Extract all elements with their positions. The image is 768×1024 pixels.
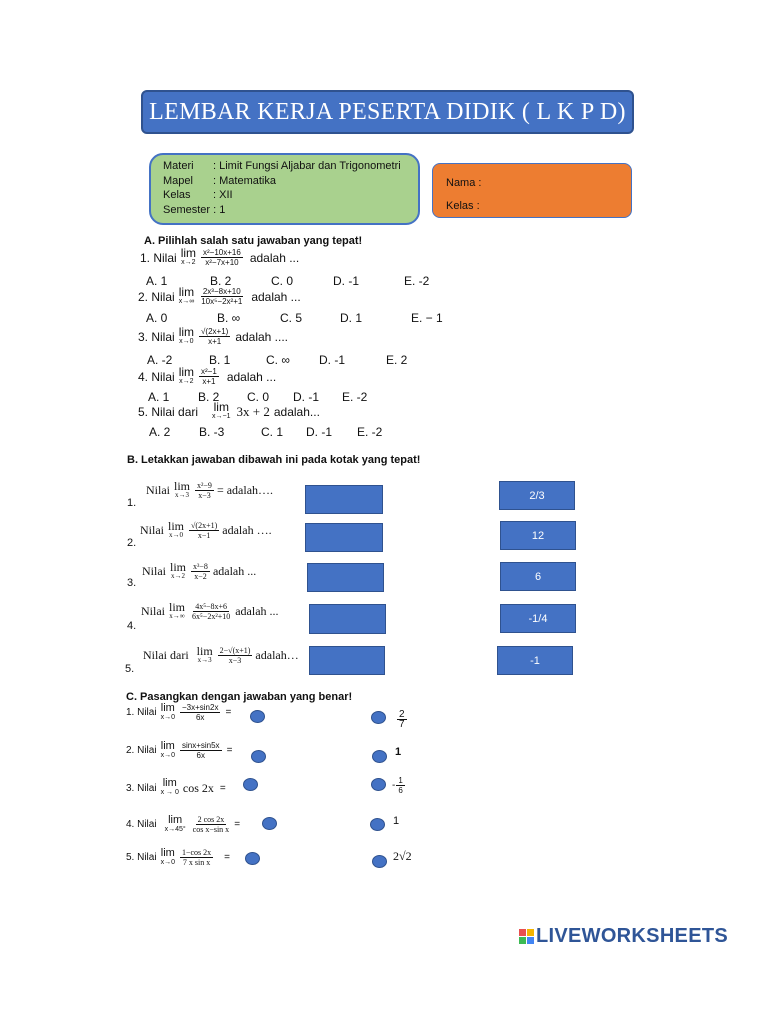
lim-text: lim xyxy=(213,400,229,414)
info-row-kelas xyxy=(163,188,418,203)
denominator: x−1 xyxy=(197,531,211,540)
option-e[interactable]: E. − 1 xyxy=(411,311,443,325)
question-prefix: 3. Nilai xyxy=(138,329,175,344)
option-d[interactable]: D. -1 xyxy=(293,390,320,404)
answer-drop-box-2[interactable] xyxy=(305,523,383,552)
limit-expression: cos 2x xyxy=(182,780,214,795)
option-a[interactable]: A. -2 xyxy=(147,353,173,367)
lim-text: lim xyxy=(160,846,175,859)
answer-sign: - xyxy=(392,780,396,791)
info-key: Semester xyxy=(163,203,211,216)
option-a[interactable]: A. 1 xyxy=(148,390,170,404)
limit-operator xyxy=(178,284,195,306)
denominator: x−3 xyxy=(198,491,211,500)
option-d[interactable]: D. 1 xyxy=(340,311,363,325)
match-answer-5: 2√2 xyxy=(393,849,412,863)
lim-text: lim xyxy=(196,643,213,658)
info-value: : XII xyxy=(213,189,233,201)
worksheet-title: LEMBAR KERJA PESERTA DIDIK ( L K P D) xyxy=(141,90,634,134)
question-suffix: adalah .... xyxy=(235,329,289,344)
limit-operator xyxy=(212,400,231,421)
fraction xyxy=(195,481,214,500)
lim-sub: x→0 xyxy=(160,713,175,721)
question-suffix: = xyxy=(226,745,233,756)
question-suffix: = xyxy=(225,707,232,718)
numerator: 1−cos 2x xyxy=(181,848,212,857)
denominator: x−3 xyxy=(228,656,242,665)
answer-drop-box-3[interactable] xyxy=(307,563,384,592)
question-prefix: Nilai xyxy=(142,564,166,578)
match-connector-left[interactable] xyxy=(250,710,265,723)
question-prefix: 1. Nilai xyxy=(126,707,157,718)
question-suffix: = adalah…. xyxy=(216,483,274,497)
question-prefix: 5. Nilai xyxy=(126,852,157,863)
denominator: 6 xyxy=(398,786,403,795)
section-a-heading: A. Pilihlah salah satu jawaban yang tepat! xyxy=(144,235,363,247)
option-b[interactable]: B. 2 xyxy=(210,274,232,288)
section-a-question-4 xyxy=(138,364,277,386)
section-a-question-1 xyxy=(140,245,300,267)
option-a[interactable]: A. 0 xyxy=(146,311,168,325)
section-b-number: 2. xyxy=(127,537,137,549)
answer-drop-box-5[interactable] xyxy=(309,646,385,675)
lim-text: lim xyxy=(178,324,195,339)
section-b-number: 3. xyxy=(127,577,137,589)
section-b-question-3 xyxy=(142,559,257,581)
question-suffix: adalah... xyxy=(273,405,320,419)
match-answer-1 xyxy=(394,704,410,729)
fraction xyxy=(189,521,219,540)
section-b-number: 4. xyxy=(127,620,137,632)
lim-sub: x→∞ xyxy=(178,297,195,305)
question-prefix: 2. Nilai xyxy=(126,745,157,756)
option-b[interactable]: B. 1 xyxy=(209,353,231,367)
info-row-semester xyxy=(163,203,418,218)
info-value: : Matematika xyxy=(213,174,276,187)
limit-operator xyxy=(160,739,175,760)
limit-expression: 3x + 2 xyxy=(236,404,270,419)
option-e[interactable]: E. 2 xyxy=(386,353,408,367)
question-prefix: 4. Nilai xyxy=(138,369,175,384)
class-label: Kelas : xyxy=(446,200,480,212)
question-suffix: adalah ... xyxy=(226,369,277,384)
match-answer-4: 1 xyxy=(393,815,400,827)
denominator: 7 xyxy=(399,719,405,730)
option-e[interactable]: E. -2 xyxy=(357,425,383,439)
lim-text: lim xyxy=(180,245,197,260)
question-prefix: 5. Nilai dari xyxy=(138,405,199,419)
option-d[interactable]: D. -1 xyxy=(306,425,333,439)
section-b-question-5 xyxy=(143,643,299,665)
option-d[interactable]: D. -1 xyxy=(319,353,346,367)
denominator: x−2 xyxy=(194,572,207,581)
info-row-mapel xyxy=(163,174,418,189)
option-b[interactable]: B. 2 xyxy=(198,390,220,404)
fraction xyxy=(180,703,220,722)
match-connector-right[interactable] xyxy=(372,750,387,763)
section-c-question-3 xyxy=(126,779,226,797)
student-identity-box[interactable] xyxy=(432,163,632,218)
match-connector-left[interactable] xyxy=(243,778,258,791)
section-b-question-1 xyxy=(146,478,274,500)
match-connector-right[interactable] xyxy=(371,711,386,724)
denominator: 7 x sin x xyxy=(182,858,211,867)
denominator: 6x⁵−2x²+10 xyxy=(192,612,231,621)
lim-text: lim xyxy=(168,518,185,533)
limit-operator xyxy=(160,701,175,722)
fraction xyxy=(190,602,232,621)
lim-sub: x→0 xyxy=(160,751,175,759)
numerator: 2−√(x+1) xyxy=(219,646,251,655)
section-c-question-1 xyxy=(126,703,231,722)
lim-text: lim xyxy=(170,559,187,574)
match-connector-right[interactable] xyxy=(370,818,385,831)
option-b[interactable]: B. ∞ xyxy=(217,311,241,325)
info-key: Mapel xyxy=(163,174,193,187)
fraction xyxy=(199,327,230,346)
limit-operator xyxy=(174,478,191,500)
numerator: 1 xyxy=(398,776,403,785)
denominator: cos x−sin x xyxy=(192,825,230,834)
limit-operator xyxy=(178,364,195,386)
fraction xyxy=(180,848,213,867)
numerator: 2 xyxy=(399,709,405,720)
lim-sub: x→0 xyxy=(169,530,183,539)
numerator: 2x³−8x+10 xyxy=(202,287,241,296)
numerator: x²−9 xyxy=(197,481,212,490)
fraction xyxy=(397,710,407,729)
question-suffix: adalah …. xyxy=(222,523,272,537)
match-connector-right[interactable] xyxy=(372,855,387,868)
option-a[interactable]: A. 1 xyxy=(146,274,168,288)
option-d[interactable]: D. -1 xyxy=(333,274,360,288)
denominator: 6x xyxy=(196,751,205,760)
option-c[interactable]: C. 1 xyxy=(261,425,284,439)
section-b-heading: B. Letakkan jawaban dibawah ini pada kotak yang tepat! xyxy=(127,454,421,466)
lim-sub: x→45° xyxy=(164,825,186,833)
lim-text: lim xyxy=(178,284,195,299)
subject-info-box xyxy=(149,153,420,225)
question-prefix: Nilai xyxy=(146,483,170,497)
question-suffix: adalah… xyxy=(255,648,299,662)
fraction xyxy=(180,741,222,760)
limit-operator xyxy=(170,559,187,581)
limit-operator xyxy=(180,245,197,267)
logo-square xyxy=(519,929,526,936)
question-suffix: adalah ... xyxy=(235,604,279,618)
question-prefix: 3. Nilai xyxy=(126,782,157,794)
logo-square xyxy=(519,937,526,944)
option-c[interactable]: C. ∞ xyxy=(266,353,290,367)
limit-operator xyxy=(160,846,175,867)
match-connector-right[interactable] xyxy=(371,778,386,791)
numerator: x²−10x+16 xyxy=(203,248,241,257)
option-b[interactable]: B. -3 xyxy=(199,425,225,439)
section-a-question-3 xyxy=(138,324,289,346)
limit-operator xyxy=(168,518,185,540)
option-c[interactable]: C. 0 xyxy=(247,390,270,404)
section-c-question-4 xyxy=(126,815,240,834)
lim-sub: x→0 xyxy=(179,337,194,345)
question-prefix: 2. Nilai xyxy=(138,289,175,304)
lim-text: lim xyxy=(174,478,191,493)
match-connector-left[interactable] xyxy=(245,852,260,865)
denominator: x+1 xyxy=(202,377,216,386)
section-c-question-5 xyxy=(126,848,230,867)
question-suffix: = xyxy=(224,852,231,863)
lim-text: lim xyxy=(162,777,177,789)
info-value: : Limit Fungsi Aljabar dan Trigonometri xyxy=(213,160,401,172)
fraction xyxy=(218,646,253,665)
denominator: 10x⁵−2x²+1 xyxy=(201,297,243,306)
limit-operator xyxy=(161,779,179,797)
numerator: x³−8 xyxy=(193,562,208,571)
numerator: −3x+sin2x xyxy=(181,703,219,712)
logo-square xyxy=(527,929,534,936)
section-b-question-2 xyxy=(140,518,272,540)
fraction xyxy=(199,367,219,386)
lim-sub: x→2 xyxy=(179,377,194,385)
liveworksheets-logo xyxy=(519,925,728,948)
question-prefix: Nilai xyxy=(140,523,164,537)
option-e[interactable]: E. -2 xyxy=(342,390,368,404)
lim-sub: x→0 xyxy=(160,858,175,866)
option-c[interactable]: C. 5 xyxy=(280,311,303,325)
option-c[interactable]: C. 0 xyxy=(271,274,294,288)
fraction xyxy=(191,815,232,834)
lim-sub: x→2 xyxy=(171,571,185,580)
limit-operator xyxy=(196,643,213,665)
fraction xyxy=(191,562,210,581)
numerator: 2 cos 2x xyxy=(197,815,225,824)
draggable-answer[interactable]: -1/4 xyxy=(500,604,576,633)
match-connector-left[interactable] xyxy=(251,750,266,763)
section-b-number: 1. xyxy=(127,497,137,509)
name-label: Nama : xyxy=(446,177,482,189)
question-suffix: adalah ... xyxy=(249,250,300,265)
section-c-question-2 xyxy=(126,741,232,760)
question-prefix: 1. Nilai xyxy=(140,250,177,265)
lim-sub: x→2 xyxy=(181,258,196,266)
lim-sub: x→3 xyxy=(175,490,189,499)
question-suffix: = xyxy=(219,782,226,794)
denominator: x+1 xyxy=(208,337,222,346)
numerator: 4x⁵−8x+6 xyxy=(195,602,228,611)
lim-text: lim xyxy=(160,739,175,752)
question-suffix: = xyxy=(234,819,241,830)
info-value: : 1 xyxy=(213,203,226,216)
draggable-answer[interactable]: 12 xyxy=(500,521,576,550)
fraction xyxy=(199,287,244,306)
fraction xyxy=(201,248,243,267)
info-key: Materi xyxy=(163,160,194,172)
draggable-answer[interactable]: 6 xyxy=(500,562,576,591)
limit-operator xyxy=(164,813,186,834)
numerator: sinx+sin5x xyxy=(181,741,220,750)
lim-sub: x→3 xyxy=(197,655,212,664)
answer-drop-box-1[interactable] xyxy=(305,485,383,514)
fraction xyxy=(396,776,404,795)
denominator: 6x xyxy=(195,713,205,722)
match-connector-left[interactable] xyxy=(262,817,277,830)
option-a[interactable]: A. 2 xyxy=(149,425,171,439)
limit-operator xyxy=(169,599,186,621)
limit-operator xyxy=(178,324,195,346)
logo-square xyxy=(527,937,534,944)
section-c-heading: C. Pasangkan dengan jawaban yang benar! xyxy=(126,691,353,703)
question-prefix: Nilai dari xyxy=(143,648,189,662)
section-a-question-2 xyxy=(138,284,301,306)
section-b-question-4 xyxy=(141,599,279,621)
draggable-answer[interactable]: -1 xyxy=(497,646,573,675)
numerator: x²−1 xyxy=(201,367,217,376)
question-prefix: 4. Nilai xyxy=(126,819,157,830)
logo-text: LIVEWORKSHEETS xyxy=(536,925,728,947)
lim-text: lim xyxy=(160,701,175,714)
lim-text: lim xyxy=(168,813,183,826)
question-suffix: adalah ... xyxy=(251,289,301,304)
logo-grid-icon xyxy=(519,929,534,944)
section-a-question-5 xyxy=(138,400,320,421)
lim-sub: x→∞ xyxy=(169,611,185,620)
lim-sub: x→−1 xyxy=(212,413,231,420)
answer-drop-box-4[interactable] xyxy=(309,604,386,634)
question-prefix: Nilai xyxy=(141,604,165,618)
match-answer-3 xyxy=(392,776,408,795)
info-row-materi xyxy=(163,159,418,174)
option-e[interactable]: E. -2 xyxy=(404,274,430,288)
draggable-answer[interactable]: 2/3 xyxy=(499,481,575,510)
numerator: √(2x+1) xyxy=(191,521,218,530)
denominator: x²−7x+10 xyxy=(205,258,239,267)
info-key: Kelas xyxy=(163,189,191,201)
numerator: √(2x+1) xyxy=(201,327,229,336)
lim-text: lim xyxy=(169,599,186,614)
match-answer-2: 1 xyxy=(395,746,402,758)
lim-text: lim xyxy=(178,364,195,379)
question-suffix: adalah ... xyxy=(212,564,257,578)
lim-sub: x → 0 xyxy=(160,789,179,796)
section-b-number: 5. xyxy=(125,663,135,675)
